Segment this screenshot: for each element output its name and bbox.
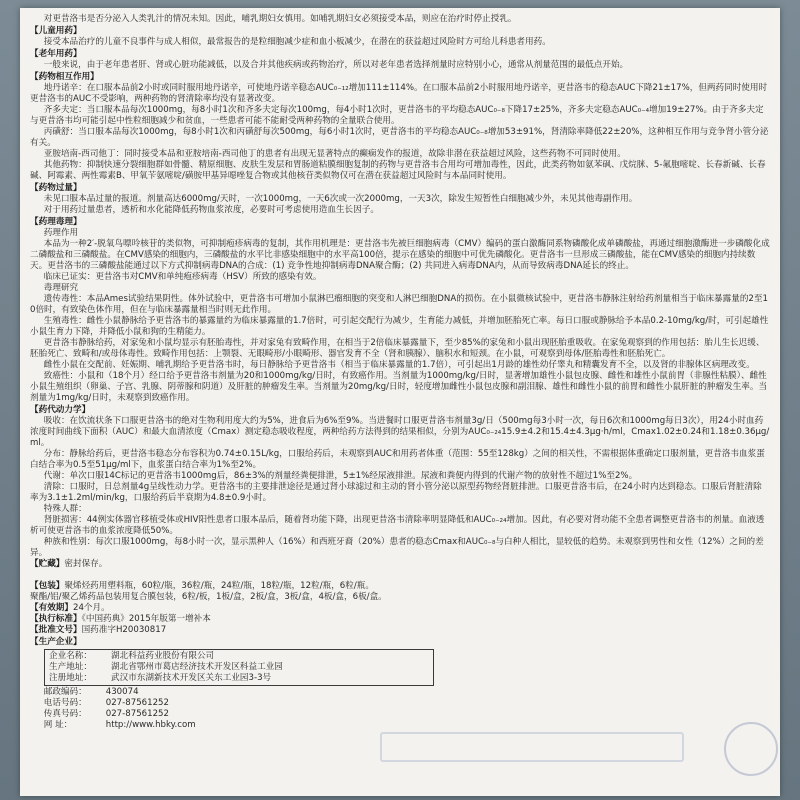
subheading-pharmacology: 药理作用	[43, 228, 79, 238]
registered-address-row	[49, 673, 429, 684]
manufacturer-box	[44, 649, 434, 686]
heading-overdose: 【药物过量】	[30, 183, 82, 193]
paragraph-elimination: 清除：口服时，日总剂量4g呈线性动力学。更昔洛韦的主要排泄途径是通过肾小球滤过和主动的肾小管分泌以原型药物经肾脏排泄。口服更昔洛韦后，在24小时内达到稳态。口服后肾脏清除率为3.1±1.2ml/min/kg，口服给药后半衰期为4.8±0.9小时。	[30, 482, 762, 503]
heading-manufacturer: 【生产企业】	[30, 637, 82, 647]
heading-approval: 【批准文号】	[30, 625, 82, 635]
paragraph-mechanism: 本品为一种2′-脱氧鸟嘌呤核苷的类似物，可抑制疱疹病毒的复制，其作用机理是：更昔洛韦先被巨细胞病毒（CMV）编码的蛋白激酶同系物磷酸化成单磷酸盐，再通过细胞激酶进一步磷酸化成二磷酸盐和三磷酸盐。在CMV感染的细胞内，三磷酸盐的水平比非感染细胞中的水平高100倍，提示在感染的细胞中可优先磷酸化。更昔洛韦一旦形成三磷酸盐，能在CMV感染的细胞内持续数天。更昔洛韦的三磷酸盐能通过以下方式抑制病毒DNA的合成：(1) 竞争性地抑制病毒DNA聚合酶；(2) 共同进入病毒DNA内，从而导致病毒DNA延长的终止。	[30, 239, 770, 271]
paragraph-imipenem: 亚胺培南-西司他丁：同时接受本品和亚胺培南-西司他丁的患者有出现无显著特点的癫痫发作的报道，故除非潜在获益超过风险，这些药物不可同时使用。	[43, 149, 626, 159]
package-value: 聚烯烃药用塑料瓶，60粒/瓶，36粒/瓶，24粒/瓶，18粒/瓶，12粒/瓶，6粒/瓶。 聚酯/铝/聚乙烯药品包装用复合膜包装，6粒/板，1板/盒，2板/盒，3板/盒，4板/盒，6板/盒。	[30, 581, 387, 602]
paragraph-absorption: 吸收：在饮流状条下口服更昔洛韦的绝对生物利用度大约为5%，进食后为6%至9%。当进餐时口服更昔洛韦剂量3g/日（500mg每3小时一次，每日6次和1000mg每日3次），用24小时血药浓度时间曲线下面积（AUC）和最大血清浓度（Cmax）测定稳态吸收程度，两种给药方法得到的结果相似，分别为AUC₀₋₂₄15.9±4.2和15.4±4.3μg·h/ml，Cmax1.02±0.24和1.18±0.36μg/ml。	[30, 416, 770, 448]
heading-pharmacology: 【药理毒理】	[30, 217, 82, 227]
company-name-value: 湖北科益药业股份有限公司	[111, 651, 215, 661]
registered-address-value: 武汉市东湖新技术开发区关东工业园3-3号	[111, 673, 272, 683]
storage-row	[30, 559, 770, 570]
paragraph-geriatric: 一般来说，由于老年患者肝、肾或心脏功能减低，以及合并其他疾病或药物治疗，所以对老年患者选择剂量时应特别小心，通常从剂量范围的最低点开始。	[43, 60, 629, 70]
paragraph-metabolism: 代谢：单次口服14C标记的更昔洛韦1000mg后，86±3%的剂量经粪便排泄，5±1%经尿液排泄。尿液和粪便内得到的代谢产物的放射性不超过1%至2%。	[43, 471, 638, 481]
company-name-row	[49, 651, 429, 662]
fax-row	[44, 709, 770, 720]
heading-storage: 【贮藏】	[30, 559, 65, 569]
registered-address-label: 注册地址：	[49, 673, 92, 683]
paragraph-embryotoxicity: 更昔洛韦静脉给药，对家兔和小鼠均显示有胚胎毒性，并对家兔有致畸作用，在相当于2倍临床暴露量下，至少85%的家兔和小鼠出现胚胎重吸收。在家兔观察到的作用包括：胎儿生长迟缓、胚胎死亡、致畸和/或母体毒性。致畸作用包括：上颚裂、无眼畸形/小眼畸形、器官发育不全（肾和胰腺）、脑积水和短颈。在小鼠，可观察到母体/胚胎毒性和胚胎死亡。	[30, 338, 765, 359]
zip-value: 430074	[105, 687, 139, 697]
production-address-row	[49, 662, 429, 673]
heading-pharmacokinetics: 【药代动力学】	[30, 405, 91, 415]
paragraph-lactation-study: 雌性小鼠在交配前、妊娠期、哺乳期给予更昔洛韦时，每日静脉给予更昔洛韦（相当于临床暴露量的1.7倍），可引起出1月龄的雄性幼仔睾丸和精囊发育不全，以及肾的非腺体区病理改变。	[43, 360, 755, 370]
paragraph-zidovudine: 齐多夫定：当口服本品每次1000mg，每8小时1次和齐多夫定每次100mg，每4小时1次时，更昔洛韦的平均稳态AUC₀₋₈下降17±25%，齐多夫定稳态AUC₀₋₄增加19±27%。由于齐多夫定与更昔洛韦均可能引起中性粒细胞减少和贫血，一些患者可能不能耐受两种药物的全量联合使用。	[30, 105, 764, 126]
document-page	[20, 8, 780, 796]
validity-value: 24个月。	[72, 603, 110, 613]
paragraph-overdose-2: 对于用药过量患者，透析和水化能降低药物血浆浓度，必要时可考虑使用造血生长因子。	[43, 205, 379, 215]
approval-row	[30, 625, 770, 636]
website-value: http://www.hbky.com	[105, 720, 196, 730]
zip-row	[44, 687, 770, 698]
paragraph-genotoxicity: 遗传毒性：本品Ames试验结果阴性。体外试验中，更昔洛韦可增加小鼠淋巴瘤细胞的突变和人淋巴细胞DNA的损伤。在小鼠微核试验中，更昔洛韦静脉注射给药剂量相当于临床暴露量的2至10倍时，有致染色体作用，但在与临床暴露量相当时则无此作用。	[30, 294, 768, 315]
standard-row	[30, 614, 770, 625]
heading-validity: 【有效期】	[30, 603, 73, 613]
paragraph-renal: 肾脏损害：44例实体器官移植受体或HIV阳性患者口服本品后，随着肾功能下降，出现更昔洛韦清除率明显降低和AUC₀₋₂₄增加。因此，有必要对肾功能不全患者调整更昔洛韦的剂量。血液透析可使更昔洛韦的血浆浓度降低50%。	[30, 515, 765, 536]
paragraph-distribution: 分布：静脉给药后，更昔洛韦稳态分布容积为0.74±0.15L/kg，口服给药后，未观察到AUC和用药者体重（范围：55至128kg）之间的相关性，不需根据体重确定口服剂量，更昔洛韦血浆蛋白结合率为0.5至51μg/ml下，血浆蛋白结合率为1%至2%。	[30, 449, 765, 470]
phone-label: 电话号码：	[43, 698, 87, 708]
company-name-label: 企业名称：	[49, 651, 92, 661]
paragraph-overdose-1: 未见口服本品过量的报道。剂量高达6000mg/天时，一次1000mg，一天6次或一次2000mg，一天3次，除发生短暂性白细胞减少外，未见其他毒副作用。	[43, 194, 638, 204]
paragraph-pediatric: 接受本品治疗的儿童不良事件与成人相似，最常报告的是粒细胞减少症和血小板减少，在潜在的获益超过风险时方可给儿科患者用药。	[43, 37, 551, 47]
website-label: 网 址：	[43, 720, 73, 730]
package-row	[30, 570, 770, 603]
document-content	[30, 14, 770, 731]
paragraph-probenecid: 丙磺舒：当口服本品每次1000mg，每8小时1次和丙磺舒每次500mg，每6小时1次时，更昔洛韦的平均稳态AUC₀₋₈增加53±91%，肾清除率降低22±20%，这种相互作用与竞争肾小管分泌有关。	[30, 127, 769, 148]
paragraph-race-gender: 种族和性别：每次口服1000mg，每8小时一次，显示黑种人（16%）和西班牙裔（20%）患者的稳态Cmax和AUC₀₋₈与白种人相比，显较低的趋势。未观察到男性和女性（12%）之间的差异。	[30, 537, 764, 558]
paragraph-special-populations: 特殊人群：	[43, 504, 87, 514]
production-address-value: 湖北省鄂州市葛店经济技术开发区科益工业园	[111, 662, 283, 672]
fax-value: 027-87561252	[105, 709, 169, 719]
fax-label: 传真号码：	[43, 709, 87, 719]
paragraph-other-drugs: 其他药物：抑制快速分裂细胞群如骨髓、精原细胞、皮肤生发层和胃肠道粘膜细胞复制的药物与更昔洛韦合用均可增加毒性，因此，此类药物如氨苯砜、戊烷脒、5-氟胞嘧啶、长春新碱、长春碱、阿霉素、两性霉素B、甲氧苄氨嘧啶/磺胺甲基异噁唑复合物或其他核苷类似物仅可在潜在获益超过风险时与本品同时使用。	[30, 160, 766, 181]
production-address-label: 生产地址：	[49, 662, 92, 672]
paragraph-reproductive-toxicity: 生殖毒性：雌性小鼠静脉给予更昔洛韦的暴露量约为临床暴露量的1.7倍时，可引起交配行为减少，生育能力减低，并增加胚胎死亡率。每日口服或静脉给予本品0.2-10mg/kg/时，可引起雄性小鼠生育力下降，并降低小鼠和狗的生精能力。	[30, 316, 769, 337]
paragraph-didanosine: 地丹诺辛：在口服本品前2小时或同时服用地丹诺辛，可使地丹诺辛稳态AUC₀₋₁₂增加111±114%。在口服本品前2小时服用地丹诺辛，更昔洛韦的稳态AUC下降21±17%，但两药同时使用时更昔洛韦的AUC不受影响，两种药物的肾清除率均没有显著改变。	[30, 83, 768, 104]
heading-standard: 【执行标准】	[30, 614, 82, 624]
storage-value: 密封保存。	[64, 559, 108, 569]
phone-row	[44, 698, 770, 709]
heading-interactions: 【药物相互作用】	[30, 72, 99, 82]
paragraph-lactation: 对更昔洛韦是否分泌入人类乳汁的情况未知。因此，哺乳期妇女慎用。如哺乳期妇女必须接受本品，则应在治疗时停止授乳。	[43, 14, 517, 24]
subheading-toxicology: 毒理研究	[43, 283, 79, 293]
paragraph-clinical: 临床已证实：更昔洛韦对CMV和单纯疱疹病毒（HSV）所致的感染有效。	[43, 272, 322, 282]
background-watermark-frame	[380, 732, 684, 762]
standard-value: 《中国药典》2015年版第一增补本	[81, 614, 211, 624]
heading-geriatric: 【老年用药】	[30, 49, 82, 59]
heading-pediatric: 【儿童用药】	[30, 26, 82, 36]
zip-label: 邮政编码：	[43, 687, 87, 697]
approval-value: 国药准字H20030817	[81, 625, 167, 635]
validity-row	[30, 603, 770, 614]
phone-value: 027-87561252	[105, 698, 169, 708]
paragraph-carcinogenicity: 致癌性：小鼠和（18个月）经口给予更昔洛韦剂量为20和1000mg/kg/日时，有致癌作用。当剂量为1000mg/kg/日时，显著增加雄性小鼠包皮腺、雌性和雄性小鼠前胃（非腺性粘膜）、雌性小鼠生殖组织（卵巢、子宫、乳腺、阴蒂腺和阴道）及肝脏的肿瘤发生率。当剂量为20mg/kg/日时，轻度增加雌性小鼠包皮腺和副泪腺、雄性和雌性小鼠的前胃和雌性小鼠肝脏的肿瘤发生率。当剂量为1mg/kg/日时，未观察到致癌作用。	[30, 371, 768, 403]
heading-package: 【包装】	[30, 581, 65, 591]
website-row	[44, 720, 770, 731]
